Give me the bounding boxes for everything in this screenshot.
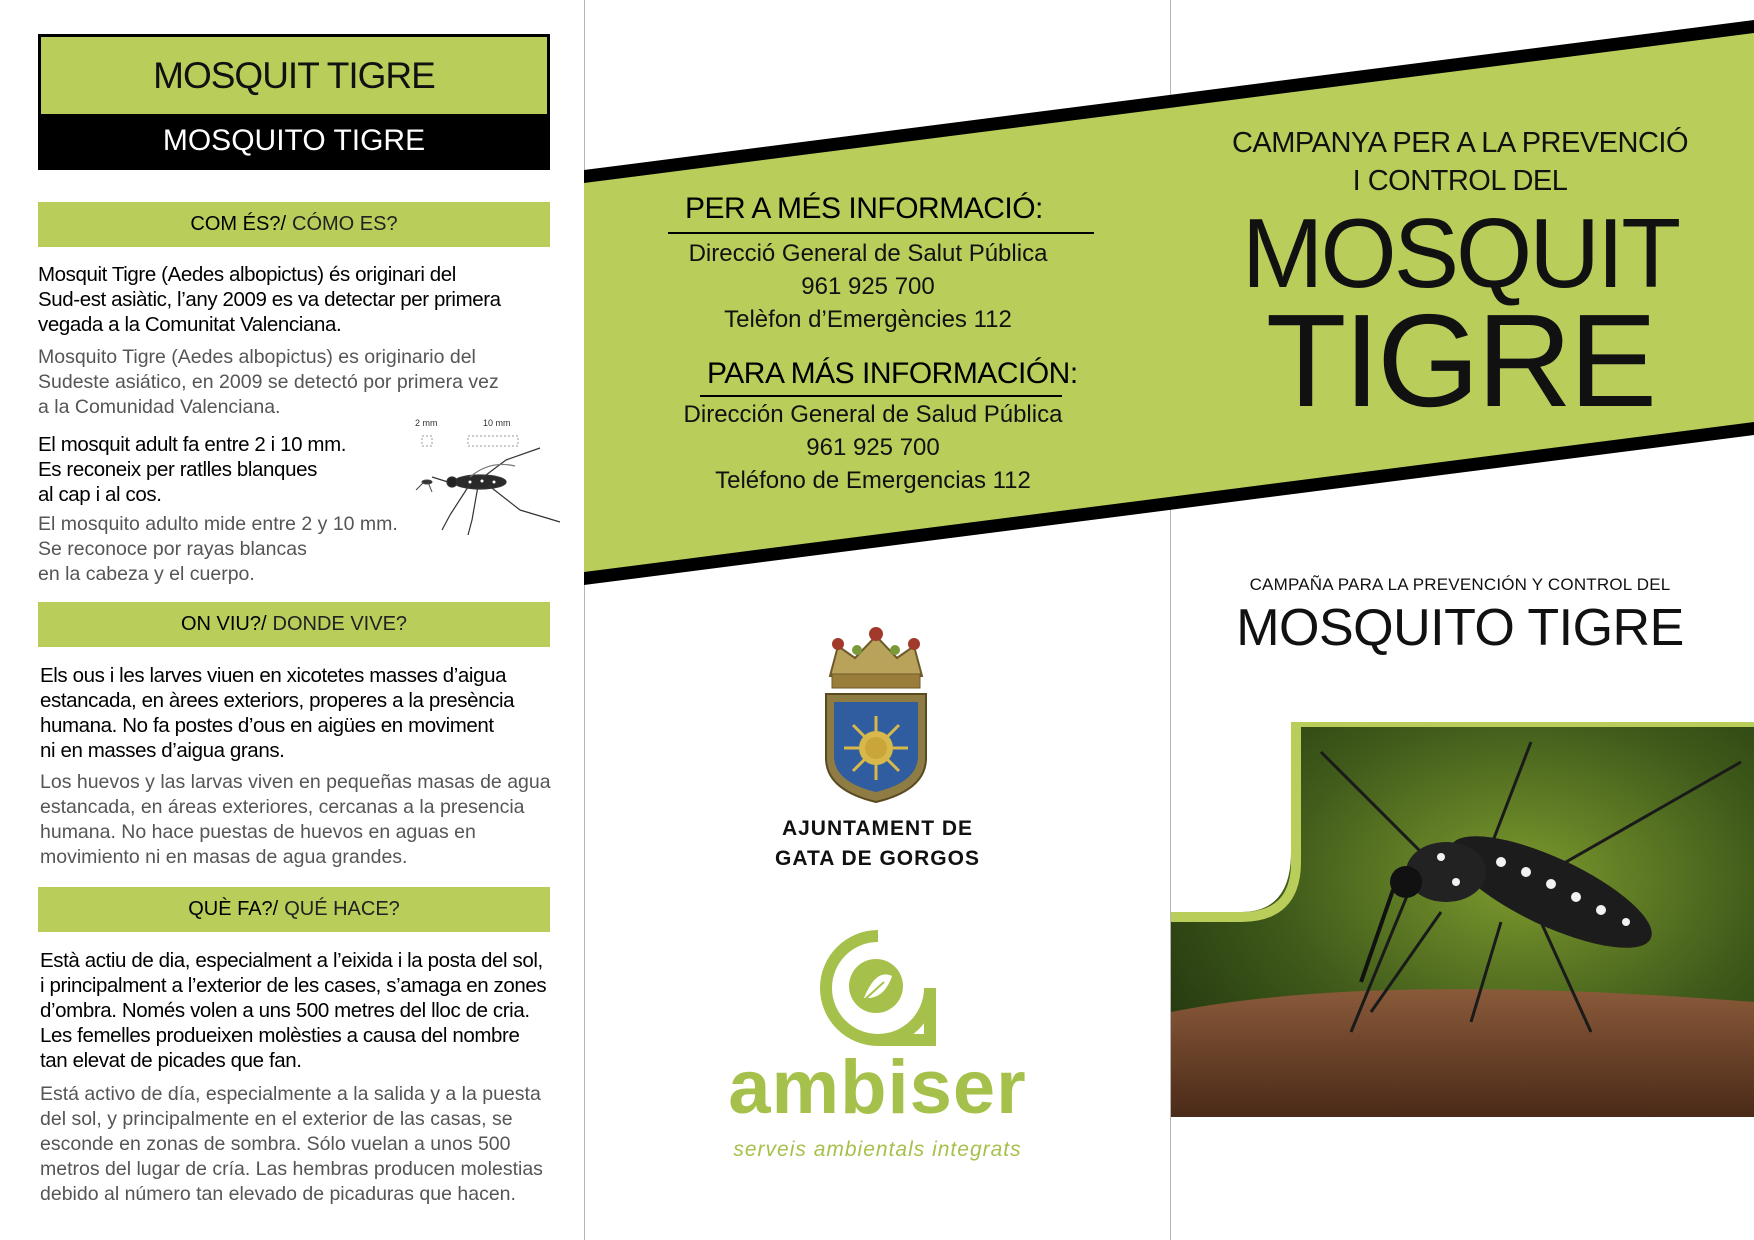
info-heading-ca: PER A MÉS INFORMACIÓ: [685, 192, 1043, 225]
text-line: ni en masses d’aigua grans. [40, 739, 285, 762]
ambiser-leaf-icon [818, 928, 938, 1048]
origin-ca [38, 262, 501, 337]
section-header-es: DONDE VIVE? [272, 613, 408, 635]
text-line: humana. No fa postes d’ous en aigües en moviment [40, 714, 494, 737]
main-title-line: TIGRE [1265, 287, 1655, 434]
info-lines-es [663, 398, 1083, 497]
title-spanish: MOSQUITO TIGRE [41, 114, 547, 167]
council-line: GATA DE GORGOS [775, 847, 980, 870]
text-line: Direcció General de Salut Pública [688, 240, 1048, 267]
text-line: Les femelles produeixen molèsties a causa del nombre [40, 1024, 520, 1047]
habitat-ca [40, 663, 514, 763]
campaign-title-ca [1200, 124, 1720, 200]
campaign-line: CAMPANYA PER A LA PREVENCIÓ [1231, 127, 1689, 159]
text-line: vegada a la Comunitat Valenciana. [38, 313, 342, 336]
council-line: AJUNTAMENT DE [781, 817, 974, 840]
scale-label-small: 2 mm [415, 418, 438, 428]
text-line: en la cabeza y el cuerpo. [38, 563, 255, 585]
text-line: Los huevos y las larvas viven en pequeñas masas de agua [40, 771, 551, 793]
text-line: a la Comunidad Valenciana. [38, 396, 281, 418]
title-box [38, 34, 550, 170]
info-underline-es [700, 395, 1062, 397]
phone-number: 961 925 700 [801, 273, 935, 300]
text-line: Dirección General de Salud Pública [683, 401, 1063, 428]
text-line: Es reconeix per ratlles blanques [38, 458, 317, 481]
main-title [1200, 198, 1720, 434]
size-ca [38, 432, 346, 507]
text-line: metros del lugar de cría. Las hembras producen molestias [40, 1158, 543, 1180]
section-header-behaviour [38, 887, 550, 932]
info-lines-ca [658, 237, 1078, 336]
title-catalan: MOSQUIT TIGRE [41, 37, 547, 114]
text-line: Se reconoce por rayas blancas [38, 538, 307, 560]
size-es [38, 512, 398, 587]
text-line: El mosquit adult fa entre 2 i 10 mm. [38, 433, 347, 456]
coat-of-arms-icon [820, 618, 932, 803]
text-line: Teléfono de Emergencias 112 [715, 467, 1031, 494]
section-header-es: CÓMO ES? [292, 213, 398, 235]
text-line: d’ombra. Només volen a uns 500 metres del lloc de cria. [40, 999, 530, 1022]
campaign-subtitle-es: CAMPAÑA PARA LA PREVENCIÓN Y CONTROL DEL [1249, 575, 1671, 594]
text-line: Telèfon d’Emergències 112 [724, 306, 1012, 333]
behaviour-es [40, 1082, 543, 1207]
main-title-line: MOSQUIT [1241, 198, 1679, 308]
info-heading-es: PARA MÁS INFORMACIÓN: [707, 357, 1078, 390]
campaign-line: I CONTROL DEL [1352, 165, 1568, 197]
text-line: Està actiu de dia, especialment a l’eixida i la posta del sol, [40, 949, 543, 972]
info-underline-ca [668, 232, 1094, 234]
text-line: al cap i al cos. [38, 483, 162, 506]
text-line: humana. No hace puestas de huevos en aguas en [40, 821, 476, 843]
brand-name: ambiser [728, 1045, 1027, 1130]
text-line: estancada, en áreas exteriores, cercanas a la presencia [40, 796, 525, 818]
text-line: Els ous i les larves viuen en xicotetes masses d’aigua [40, 664, 507, 687]
behaviour-ca [40, 948, 546, 1073]
text-line: debido al número tan elevado de picaduras que hacen. [40, 1183, 516, 1205]
council-name [700, 814, 1055, 874]
section-header-es: QUÉ HACE? [284, 898, 400, 920]
scale-label-large: 10 mm [483, 418, 511, 428]
text-line: tan elevat de picades que fan. [40, 1049, 302, 1072]
text-line: movimiento ni en masas de agua grandes. [40, 846, 408, 868]
section-header-ca: ON VIU?/ [180, 613, 267, 635]
origin-es [38, 345, 499, 420]
phone-number: 961 925 700 [806, 434, 940, 461]
title-es-large: MOSQUITO TIGRE [1236, 599, 1684, 657]
text-line: del sol, y principalmente en el exterior de las casas, se [40, 1108, 513, 1130]
habitat-es [40, 770, 551, 870]
text-line: El mosquito adulto mide entre 2 y 10 mm. [38, 513, 398, 535]
text-line: i principalment a l’exterior de les cases, s’amaga en zones [40, 974, 547, 997]
brand-tagline: serveis ambientals integrats [733, 1138, 1022, 1161]
section-header-ca: COM ÉS?/ [190, 213, 286, 235]
section-header-ca: QUÈ FA?/ [188, 898, 279, 920]
text-line: Mosquito Tigre (Aedes albopictus) es originario del [38, 346, 476, 368]
text-line: Está activo de día, especialmente a la salida y a la puesta [40, 1083, 541, 1105]
mosquito-size-illustration [410, 430, 565, 540]
mosquito-photo [1171, 722, 1754, 1117]
section-header-where [38, 602, 550, 647]
text-line: estancada, en àrees exteriors, properes a la presència [40, 689, 515, 712]
section-header-what [38, 202, 550, 247]
text-line: Mosquit Tigre (Aedes albopictus) és originari del [38, 263, 456, 286]
text-line: esconde en zonas de sombra. Sólo vuelan a unos 500 [40, 1133, 511, 1155]
text-line: Sudeste asiático, en 2009 se detectó por primera vez [38, 371, 499, 393]
text-line: Sud-est asiàtic, l’any 2009 es va detectar per primera [38, 288, 501, 311]
